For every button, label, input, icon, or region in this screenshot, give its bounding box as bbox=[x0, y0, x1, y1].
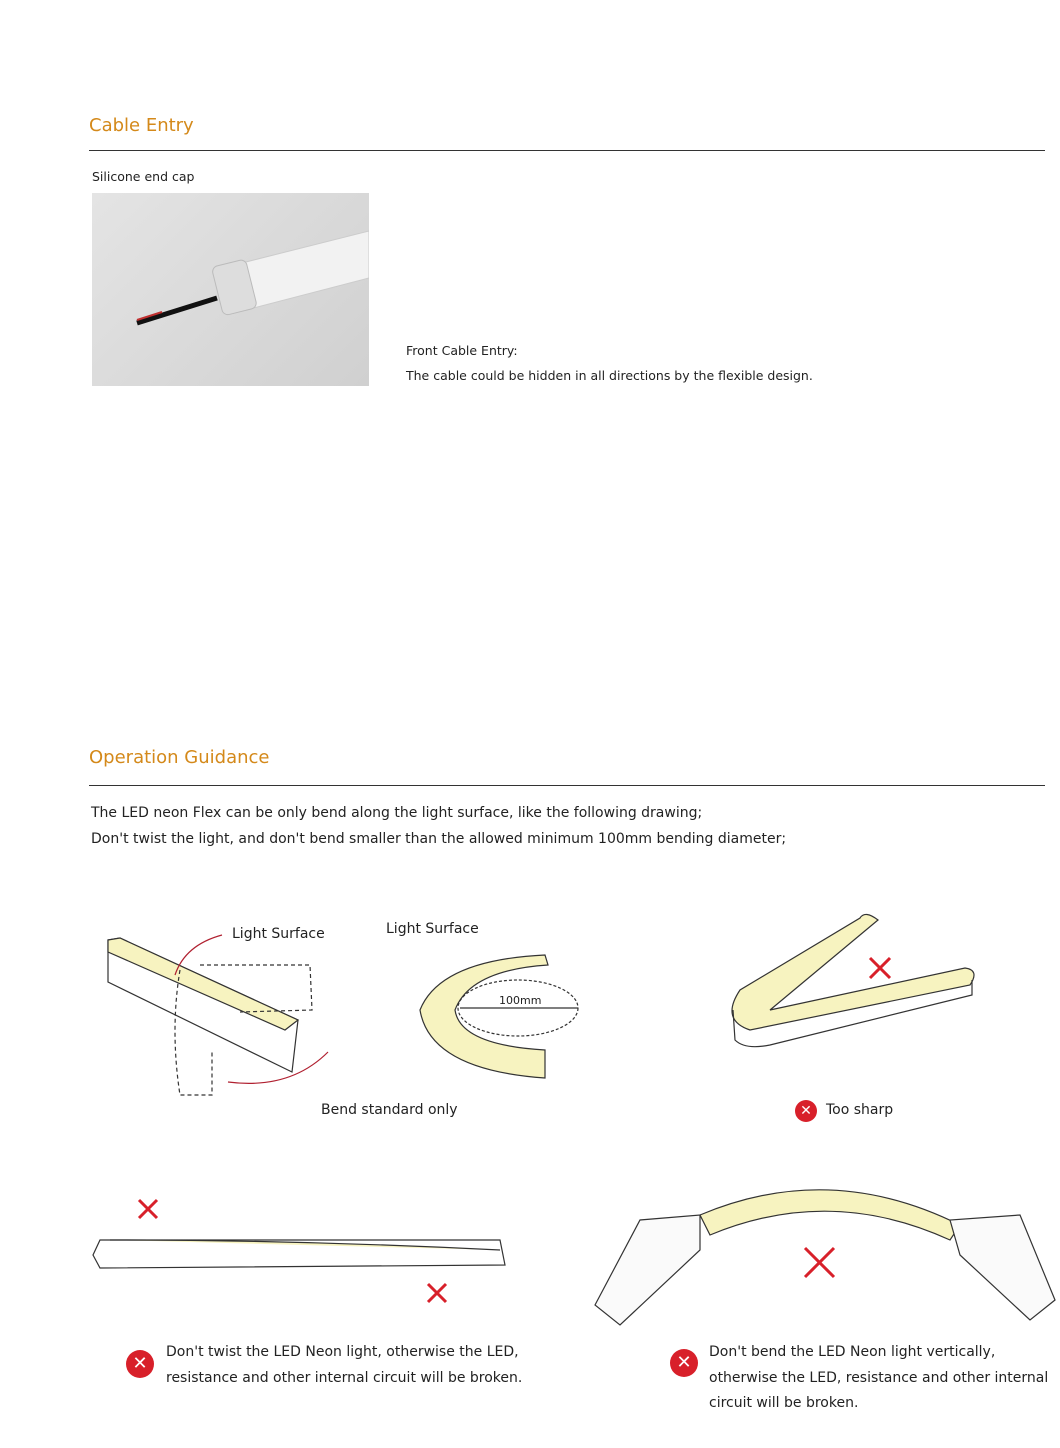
intro-line-1: The LED neon Flex can be only bend along the light surface, like the following drawing; bbox=[91, 805, 703, 821]
bend-diameter-label: 100mm bbox=[499, 994, 542, 1007]
section-title-operation: Operation Guidance bbox=[89, 747, 270, 768]
front-cable-entry-title: Front Cable Entry: bbox=[406, 343, 518, 358]
light-surface-label-1: Light Surface bbox=[232, 926, 325, 942]
intro-line-2: Don't twist the light, and don't bend smaller than the allowed minimum 100mm bending diameter; bbox=[91, 831, 787, 847]
too-sharp-caption: Too sharp bbox=[826, 1102, 894, 1118]
error-icon: ✕ bbox=[795, 1100, 817, 1122]
bend-standard-caption: Bend standard only bbox=[321, 1102, 458, 1118]
vertical-warning-line-2: otherwise the LED, resistance and other internal bbox=[709, 1370, 1049, 1386]
error-icon: ✕ bbox=[670, 1349, 698, 1377]
light-surface-label-2: Light Surface bbox=[386, 921, 479, 937]
vertical-warning-line-1: Don't bend the LED Neon light vertically, bbox=[709, 1344, 996, 1360]
front-cable-entry-desc: The cable could be hidden in all directions by the flexible design. bbox=[406, 368, 813, 383]
error-icon: ✕ bbox=[126, 1350, 154, 1378]
twist-warning-line-1: Don't twist the LED Neon light, otherwise the LED, bbox=[166, 1344, 519, 1360]
section-title-cable-entry: Cable Entry bbox=[89, 115, 194, 136]
vertical-warning-line-3: circuit will be broken. bbox=[709, 1395, 859, 1411]
image-caption: Silicone end cap bbox=[92, 169, 195, 184]
twist-warning-line-2: resistance and other internal circuit will be broken. bbox=[166, 1370, 523, 1386]
